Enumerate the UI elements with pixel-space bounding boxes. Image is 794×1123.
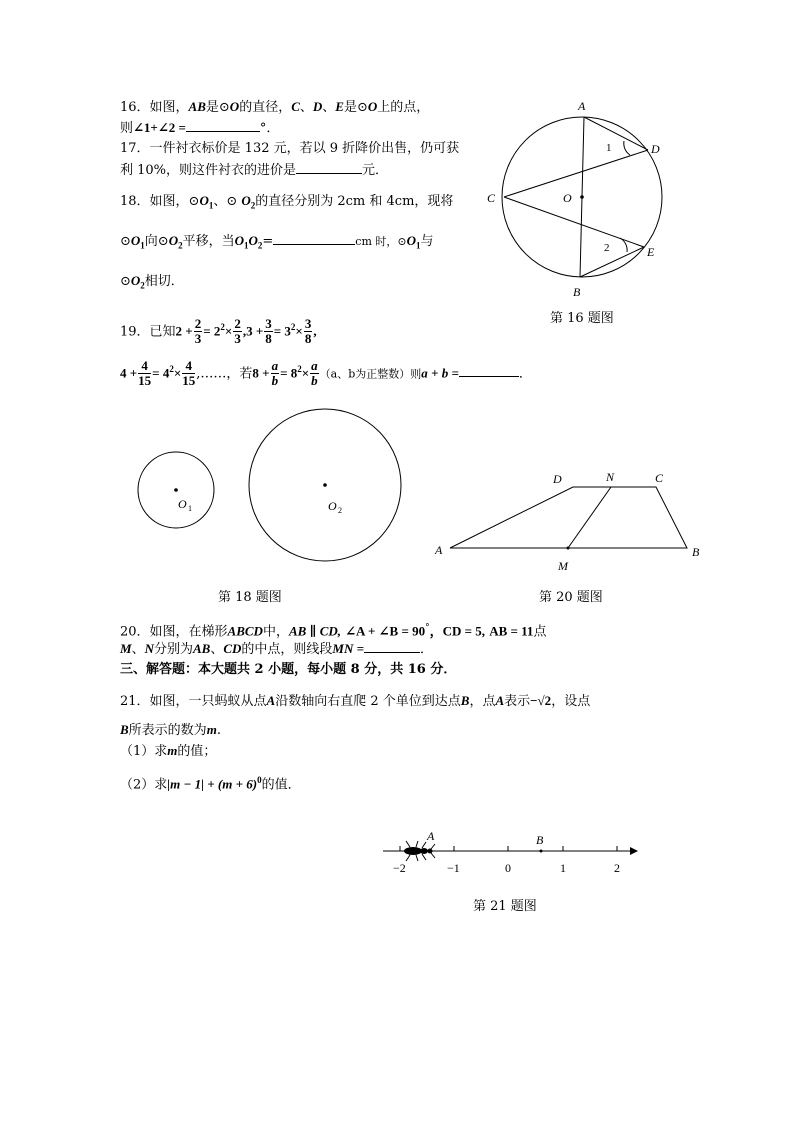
q20-answer-blank[interactable]	[364, 640, 420, 653]
q16-line2: 则∠1+∠2 = °．	[120, 120, 280, 136]
ant-icon	[404, 841, 435, 861]
fig21-tick-label-0: 0	[505, 861, 511, 875]
fig20-label-a: A	[435, 543, 443, 557]
fig16-label-d: D	[651, 142, 660, 156]
fig16-label-b: B	[573, 285, 581, 299]
fig20-label-d: D	[553, 472, 562, 486]
fig18-label-o2: O	[328, 499, 337, 513]
fig21-point-b	[540, 850, 543, 853]
fig18-label-o2-sub: 2	[338, 506, 342, 515]
figure-20	[434, 470, 700, 573]
figure-21	[383, 829, 638, 875]
fig20-label-n: N	[606, 470, 615, 484]
fig20-point-m	[567, 547, 570, 550]
fig21-tick-label-2: 2	[614, 861, 620, 875]
fraction-3-8-b: $\frac{3}{8}$	[304, 316, 312, 347]
fig20-label-c: C	[655, 471, 664, 485]
q17-line2: 利 10%，则这件衬衣的进价是 元．	[120, 163, 389, 178]
fig16-chord-cd	[504, 150, 648, 197]
fig16-label-c: C	[487, 191, 496, 205]
fig20-label-b: B	[692, 545, 700, 559]
fig21-tick-label-m1: −1	[447, 861, 460, 875]
fig16-chord-ad	[584, 117, 648, 150]
fraction-a-b: $\frac{a}{b}$	[271, 358, 279, 389]
q18-line1: 18．如图，$⊙O_1$、⊙ $O_2$的直径分别为 2cm 和 4cm，现将	[120, 193, 454, 211]
fig16-chord-ce	[504, 197, 644, 247]
q21-line1: 21．如图，一只蚂蚁从点A沿数轴向右直爬 2 个单位到达点B，点A表示−√2，设点	[120, 693, 591, 709]
fig16-chord-be	[580, 247, 644, 277]
fig18-center-o1	[174, 488, 178, 492]
q20-line2: M、N分别为AB、CD的中点，则线段MN = ．	[120, 641, 434, 657]
fig18-label-o1: O	[178, 497, 187, 511]
fig20-label-m: M	[558, 559, 568, 573]
q18-line3: $⊙O_2$相切．	[120, 273, 184, 291]
fig21-label-a: A	[427, 829, 435, 843]
fig18-caption: 第 18 题图	[218, 590, 282, 605]
fig18-center-o2	[323, 483, 327, 487]
fraction-4-15-b: $\frac{4}{15}$	[182, 358, 196, 389]
fig20-trapezoid	[450, 487, 687, 548]
fig21-tick-label-1: 1	[560, 861, 566, 875]
q21-line2: B所表示的数为m.	[120, 722, 221, 738]
figure-18	[138, 409, 401, 561]
fig16-label-a: A	[578, 99, 586, 113]
fraction-3-8: $\frac{3}{8}$	[265, 316, 272, 347]
q18-line2: $⊙O_1$向$⊙O_2$平移，当$O_1O_2=$ cm 时，$⊙O_1$与	[120, 233, 434, 251]
q21-sub2: （2）求$|m - 1| + (m + 6)^0$的值．	[120, 775, 301, 793]
q17-line1: 17．一件衬衣标价是 132 元，若以 9 折降价出售，仍可获	[120, 141, 460, 156]
fig21-label-b: B	[536, 833, 544, 847]
fraction-a-b-2: $\frac{a}{b}$	[311, 358, 318, 389]
fig16-label-o: O	[563, 191, 572, 205]
fig16-label-1: 1	[606, 142, 612, 154]
figure-16	[487, 99, 662, 299]
fig16-label-e: E	[647, 245, 655, 259]
q20-line1: 20．如图，在梯形ABCD中，AB ∥ CD, ∠A + ∠B = 90°，CD = 5, AB = 11点	[120, 623, 547, 640]
fig21-tick-label-m2: −2	[393, 861, 406, 875]
fig16-label-2: 2	[604, 242, 610, 254]
fraction-4-15: $\frac{4}{15}$	[138, 358, 152, 389]
fig20-caption: 第 20 题图	[539, 590, 603, 605]
section-3-heading: 三、解答题：本大题共 2 小题，每小题 8 分，共 16 分．	[120, 662, 457, 677]
fig21-arrow	[630, 847, 638, 855]
fraction-2-3: $\frac{2}{3}$	[194, 316, 202, 347]
q19-line1: 19．已知2 + $\frac{2}{3}$ = $2^2\times$ $\frac{2}{3}$ ,3 + $\frac{3}{8}$ = $3^2\times$ $\frac{3}{8}$ ,	[120, 316, 317, 347]
fig18-label-o1-sub: 1	[188, 504, 192, 513]
fraction-2-3-b: $\frac{2}{3}$	[234, 316, 241, 347]
q16-line1: 16．如图，AB是⊙O的直径，C、D、E是⊙O上的点，	[120, 99, 430, 115]
fig16-center-dot	[580, 195, 584, 199]
fig16-angle1-arc	[624, 141, 630, 155]
q19-line2: 4 + $\frac{4}{15}$ = $4^2\times$ $\frac{4}{15}$ ,……，若8 + $\frac{a}{b}$ = $8^2\times$ $\frac{a}{b}$ （a、b为正整数）则a + b = ．	[120, 358, 532, 389]
fig16-caption: 第 16 题图	[550, 311, 614, 326]
fig21-caption: 第 21 题图	[473, 899, 537, 914]
q21-sub1: （1）求m的值；	[120, 743, 217, 759]
fig20-segment-mn	[568, 487, 611, 548]
